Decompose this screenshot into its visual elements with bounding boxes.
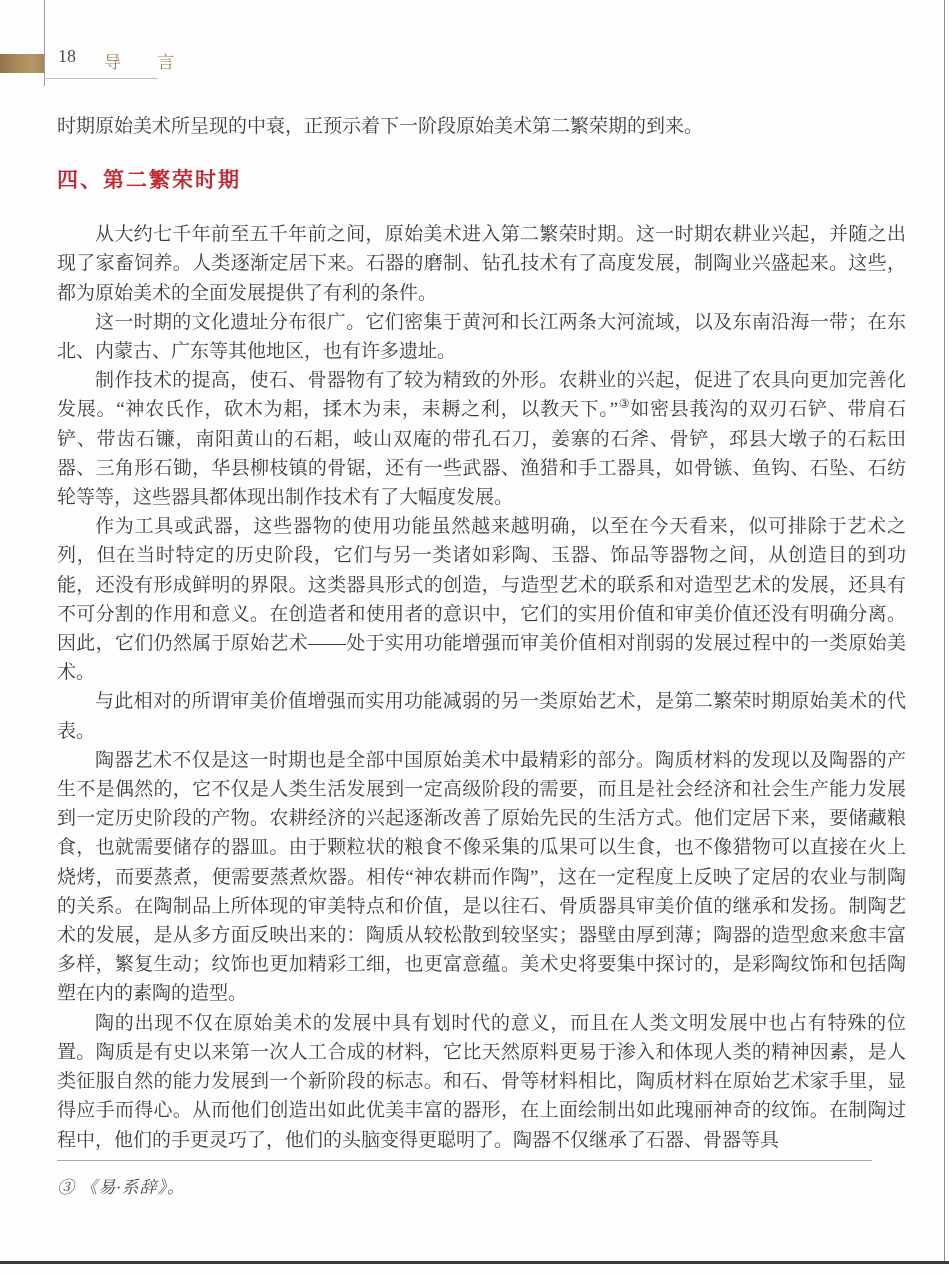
body-paragraph: 陶的出现不仅在原始美术的发展中具有划时代的意义，而且在人类文明发展中也占有特殊的位置。陶质是有史以来第一次人工合成的材料，它比天然原料更易于渗入和体现人类的精神因素，是人类征服自然的能力发展到一个新阶段的标志。和石、骨等材料相比，陶质材料在原始艺术家手里，显得应手而得心。从而他们创造出如此优美丰富的器形，在上面绘制出如此瑰丽神奇的纹饰。在制陶过程中，他们的手更灵巧了，他们的头脑变得更聪明了。陶器不仅继承了石器、骨器等具 xyxy=(57,1012,906,1151)
chapter-edge-tab xyxy=(0,54,45,73)
paragraph-text-after-ref: 如密县莪沟的双刃石铲、带肩石铲、带齿石镰，南阳黄山的石耜，岐山双庵的带孔石刀，姜寨的石斧、骨铲，邳县大墩子的石耘田器、三角形石锄，华县柳枝镇的骨锯，还有一些武器、渔猎和手工器具，如骨镞、鱼钩、石坠、石纺轮等等，这些器具都体现出制作技术有了大幅度发展。 xyxy=(57,399,906,509)
footnote-marker: ③ xyxy=(57,1178,75,1197)
continuation-paragraph: 时期原始美术所呈现的中衰，正预示着下一阶段原始美术第二繁荣期的到来。 xyxy=(57,116,704,137)
footnote-area xyxy=(57,1160,906,1198)
paragraph-text-before-ref: 制作技术的提高，使石、骨器物有了较为精致的外形。农耕业的兴起，促进了农具向更加完善化发展。“神农氏作，砍木为耜，揉木为耒，耒耨之利，以教天下。” xyxy=(57,370,906,421)
spine-line xyxy=(44,0,45,86)
footnote-reference-mark: ③ xyxy=(618,397,631,412)
section-heading: 四、第二繁荣时期 xyxy=(57,169,241,193)
page-right-border xyxy=(944,0,945,1262)
footnote-text: 《易·系辞》。 xyxy=(80,1178,185,1197)
running-header-title: 导 言 xyxy=(104,53,191,72)
page-number: 18 xyxy=(58,46,76,66)
body-paragraph: 陶器艺术不仅是这一时期也是全部中国原始美术中最精彩的部分。陶质材料的发现以及陶器的产生不是偶然的，它不仅是人类生活发展到一定高级阶段的需要，而且是社会经济和社会生产能力发展到一定历史阶段的产物。农耕经济的兴起逐渐改善了原始先民的生活方式。他们定居下来，要储藏粮食，也就需要储存的器皿。由于颗粒状的粮食不像采集的瓜果可以生食，也不像猎物可以直接在火上烧烤，而要蒸煮，便需要蒸煮炊器。相传“神农耕而作陶”，这在一定程度上反映了定居的农业与制陶的关系。在陶制品上所体现的审美特点和价值，是以往石、骨质器具审美价值的继承和发扬。制陶艺术的发展，是从多方面反映出来的：陶质从较松散到较坚实；器壁由厚到薄；陶器的造型愈来愈丰富多样，繁复生动；纹饰也更加精彩工细，也更富意蕴。美术史将要集中探讨的，是彩陶纹饰和包括陶塑在内的素陶的造型。 xyxy=(57,749,906,1005)
body-paragraph: 这一时期的文化遗址分布很广。它们密集于黄河和长江两条大河流域，以及东南沿海一带；在东北、内蒙古、广东等其他地区，也有许多遗址。 xyxy=(57,311,906,363)
footnote xyxy=(57,1173,906,1198)
page-body xyxy=(57,112,906,1155)
page-bottom-border xyxy=(0,1261,949,1264)
header-rule xyxy=(44,78,158,79)
body-paragraph: 作为工具或武器，这些器物的使用功能虽然越来越明确，以至在今天看来，似可排除于艺术之列，但在当时特定的历史阶段，它们与另一类诸如彩陶、玉器、饰品等器物之间，从创造目的到功能，还没有形成鲜明的界限。这类器具形式的创造，与造型艺术的联系和对造型艺术的发展，还具有不可分割的作用和意义。在创造者和使用者的意识中，它们的实用价值和审美价值还没有明确分离。因此，它们仍然属于原始艺术——处于实用功能增强而审美价值相对削弱的发展过程中的一类原始美术。 xyxy=(57,516,906,684)
body-paragraph: 从大约七千年前至五千年前之间，原始美术进入第二繁荣时期。这一时期农耕业兴起，并随之出现了家畜饲养。人类逐渐定居下来。石器的磨制、钻孔技术有了高度发展，制陶业兴盛起来。这些，都为原始美术的全面发展提供了有利的条件。 xyxy=(57,224,906,304)
body-paragraph: 与此相对的所谓审美价值增强而实用功能减弱的另一类原始艺术，是第二繁荣时期原始美术的代表。 xyxy=(57,691,906,742)
body-paragraph-with-footnote-ref xyxy=(57,366,906,512)
footnote-separator-rule xyxy=(57,1160,872,1161)
